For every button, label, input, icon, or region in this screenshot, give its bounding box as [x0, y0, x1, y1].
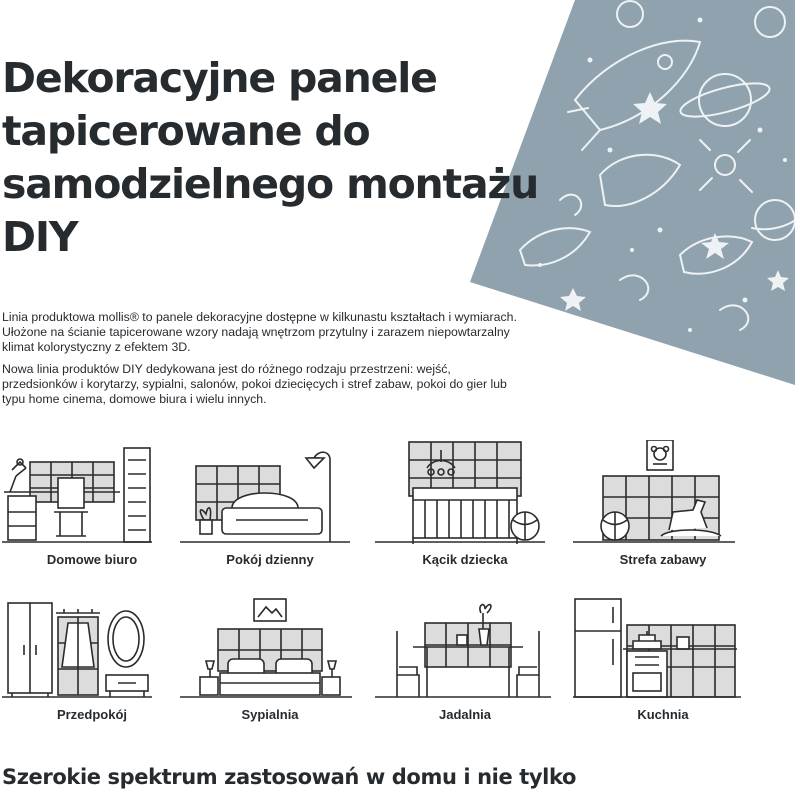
intro-paragraph-1: Linia produktowa mollis® to panele dekoracyjne dostępne w kilkunastu kształtach i wymiarach. Ułożone na ścianie tapicerowane wzory nadają wnętrzom przytulny i zarazem niepowtarzalny klimat kolorystyczny z efektem 3D.: [2, 310, 517, 354]
hallway-icon: [2, 595, 182, 705]
home-office-icon: [2, 440, 182, 550]
page-title: Dekoracyjne panele tapicerowane do samodzielnego montażu DIY: [2, 54, 539, 261]
room-label-hallway: Przedpokój: [56, 707, 128, 722]
room-card-living-room: [180, 440, 360, 567]
room-label-play-area: Strefa zabawy: [619, 552, 707, 567]
room-card-home-office: [2, 440, 182, 567]
room-label-nursery: Kącik dziecka: [422, 552, 508, 567]
room-label-kitchen: Kuchnia: [637, 707, 689, 722]
room-label-bedroom: Sypialnia: [241, 707, 299, 722]
bedroom-icon: [180, 595, 360, 705]
room-card-nursery: [375, 440, 555, 567]
play-area-icon: [573, 440, 753, 550]
nursery-icon: [375, 440, 555, 550]
intro-text: [2, 310, 522, 414]
kitchen-icon: [573, 595, 753, 705]
room-card-kitchen: [573, 595, 753, 722]
room-label-dining-room: Jadalnia: [438, 707, 492, 722]
room-card-hallway: [2, 595, 182, 722]
room-card-dining-room: [375, 595, 555, 722]
dining-room-icon: [375, 595, 555, 705]
living-room-icon: [180, 440, 360, 550]
room-label-home-office: Domowe biuro: [46, 552, 138, 567]
section-heading: Szerokie spektrum zastosowań w domu i nie tylko: [2, 765, 576, 789]
intro-paragraph-2: Nowa linia produktów DIY dedykowana jest do różnego rodzaju przestrzeni: wejść, przedsionków i korytarzy, sypialni, salonów, pokoi dziecięcych i stref zabaw, pokoi do gier lub typu home cinema, domowe biura i wielu innych.: [2, 362, 507, 406]
room-card-bedroom: [180, 595, 360, 722]
room-label-living-room: Pokój dzienny: [226, 552, 314, 567]
room-card-play-area: [573, 440, 753, 567]
